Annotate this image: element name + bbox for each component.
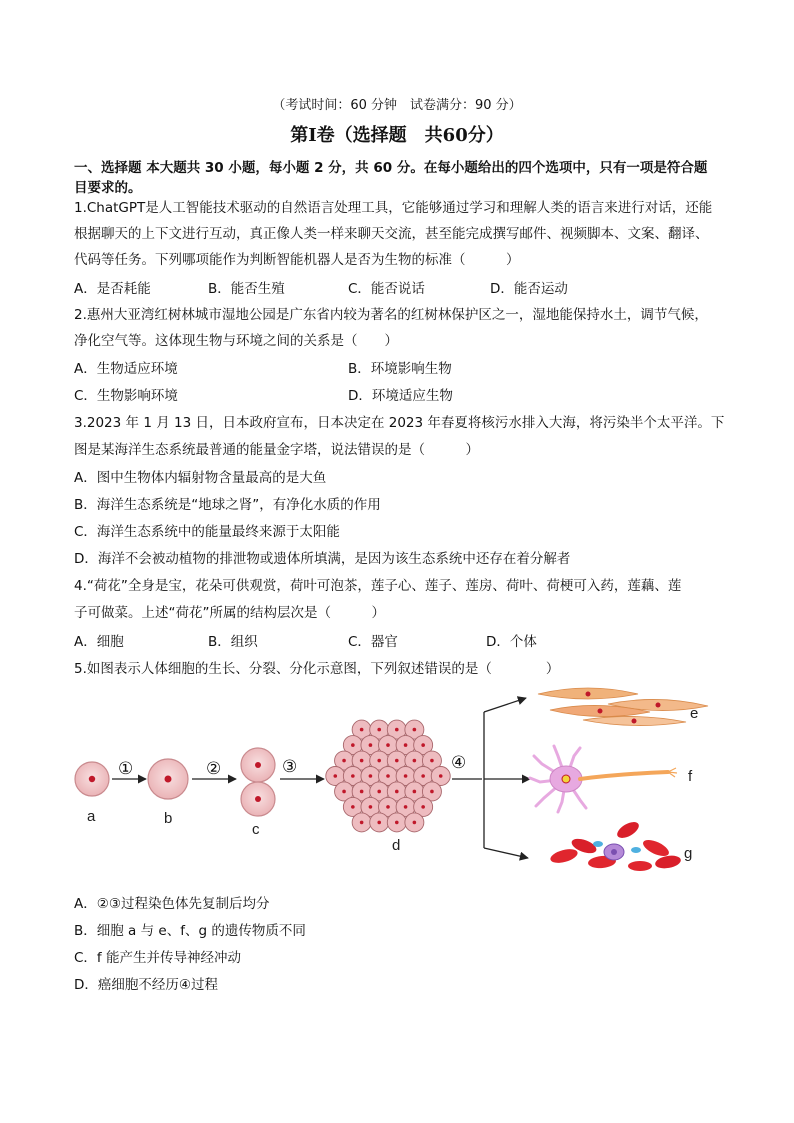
cluster-cell-nucleus [386, 774, 390, 778]
q2-option-b: B．环境影响生物 [348, 361, 452, 377]
section-instruction-line1: 一、选择题 本大题共 30 小题，每小题 2 分，共 60 分。在每小题给出的四个选项中，只有一项是符合题 [74, 160, 708, 176]
q1-option-a: A．是否耗能 [74, 281, 151, 297]
q2-line1: 2.惠州大亚湾红树林城市湿地公园是广东省内较为著名的红树林保护区之一，湿地能保持水土，调节气候， [74, 307, 708, 323]
cluster-cell-nucleus [430, 790, 434, 794]
q5-option-d: D．癌细胞不经历④过程 [74, 977, 218, 993]
step-1-label: ① [118, 759, 134, 779]
cluster-cell-nucleus [404, 774, 408, 778]
q1-option-c: C．能否说话 [348, 281, 425, 297]
q4-option-c: C．器官 [348, 634, 398, 650]
cluster-cell-nucleus [439, 774, 443, 778]
q3-line1: 3.2023 年 1 月 13 日，日本政府宣布，日本决定在 2023 年春夏将核污水排入大海，将污染半个太平洋。下 [74, 415, 725, 431]
cell-b [148, 759, 188, 799]
q1-line2: 根据聊天的上下文进行互动，真正像人类一样来聊天交流，甚至能完成撰写邮件、视频脚本、文案、翻译、 [74, 226, 709, 242]
q1-line3: 代码等任务。下列哪项能作为判断智能机器人是否为生物的标准（ ） [74, 252, 520, 268]
label-g: g [684, 845, 693, 862]
cluster-cell-nucleus [377, 759, 381, 763]
q4-option-d: D．个体 [486, 634, 537, 650]
q4-line2: 子可做菜。上述“荷花”所属的结构层次是（ ） [74, 605, 385, 621]
q5-option-c: C．f 能产生并传导神经冲动 [74, 950, 241, 966]
q2-option-a: A．生物适应环境 [74, 361, 178, 377]
cluster-cell-nucleus [351, 774, 355, 778]
cluster-cell-nucleus [342, 790, 346, 794]
cluster-cell-nucleus [369, 805, 373, 809]
cluster-cell-nucleus [413, 759, 417, 763]
cluster-cell-nucleus [395, 821, 399, 825]
cluster-cell-nucleus [377, 821, 381, 825]
label-e: e [690, 705, 699, 722]
cluster-cell-nucleus [351, 805, 355, 809]
q3-option-c: C．海洋生态系统中的能量最终来源于太阳能 [74, 524, 340, 540]
q3-option-d: D．海洋不会被动植物的排泄物或遗体所填满，是因为该生态系统中还存在着分解者 [74, 551, 571, 567]
cluster-cell-nucleus [421, 805, 425, 809]
cluster-cell-nucleus [360, 728, 364, 732]
cluster-cell-nucleus [377, 728, 381, 732]
label-a: a [87, 808, 96, 825]
neuron-f [530, 746, 677, 812]
cluster-cell-nucleus [413, 728, 417, 732]
label-d: d [392, 837, 401, 854]
cluster-cell-nucleus [395, 759, 399, 763]
step-4-label: ④ [451, 753, 467, 773]
q2-line2: 净化空气等。这体现生物与环境之间的关系是（ ） [74, 333, 398, 349]
q3-option-a: A．图中生物体内辐射物含量最高的是大鱼 [74, 470, 327, 486]
q4-option-b: B．组织 [208, 634, 258, 650]
muscle-cells-e [538, 688, 708, 726]
cluster-cell-nucleus [413, 790, 417, 794]
cluster-cell-nucleus [421, 743, 425, 747]
cluster-cell-nucleus [377, 790, 381, 794]
cluster-cell-nucleus [369, 774, 373, 778]
cell-a [75, 762, 109, 796]
q1-line1: 1.ChatGPT是人工智能技术驱动的自然语言处理工具，它能够通过学习和理解人类的语言来进行对话，还能 [74, 200, 713, 216]
q5-option-a: A．②③过程染色体先复制后均分 [74, 896, 270, 912]
q3-option-b: B．海洋生态系统是“地球之肾”，有净化水质的作用 [74, 497, 381, 513]
part-title: 第Ⅰ卷（选择题 共60分） [290, 125, 504, 146]
cluster-cell-nucleus [351, 743, 355, 747]
cluster-cell-nucleus [395, 728, 399, 732]
blood-cells-g [549, 819, 682, 871]
cell-c [241, 748, 275, 816]
q1-option-b: B．能否生殖 [208, 281, 285, 297]
cluster-cell-nucleus [430, 759, 434, 763]
arrow-to-e [484, 698, 526, 712]
q5-line1: 5.如图表示人体细胞的生长、分裂、分化示意图，下列叙述错误的是（ ） [74, 661, 560, 677]
cluster-cell-nucleus [360, 790, 364, 794]
cluster-cell-nucleus [404, 805, 408, 809]
section-instruction-line2: 目要求的。 [74, 180, 142, 196]
cluster-cell-nucleus [333, 774, 337, 778]
arrow-to-g [484, 848, 528, 858]
cluster-cell-nucleus [386, 805, 390, 809]
q5-option-b: B．细胞 a 与 e、f、g 的遗传物质不同 [74, 923, 306, 939]
q4-option-a: A．细胞 [74, 634, 124, 650]
q4-line1: 4.“荷花”全身是宝，花朵可供观赏，荷叶可泡茶，莲子心、莲子、莲房、荷叶、荷梗可入药，莲藕、莲 [74, 578, 682, 594]
label-f: f [688, 768, 693, 785]
step-3-label: ③ [282, 757, 298, 777]
cluster-cell-nucleus [386, 743, 390, 747]
label-b: b [164, 810, 173, 827]
cluster-cell-nucleus [342, 759, 346, 763]
q2-option-d: D．环境适应生物 [348, 388, 453, 404]
q1-option-d: D．能否运动 [490, 281, 568, 297]
cell-cluster-d [326, 720, 450, 832]
cluster-cell-nucleus [421, 774, 425, 778]
cluster-cell-nucleus [360, 821, 364, 825]
cluster-cell-nucleus [413, 821, 417, 825]
cluster-cell-nucleus [395, 790, 399, 794]
label-c: c [252, 821, 260, 838]
exam-meta: （考试时间：60 分钟 试卷满分：90 分） [272, 98, 522, 113]
cluster-cell-nucleus [369, 743, 373, 747]
cluster-cell-nucleus [404, 743, 408, 747]
q3-line2: 图是某海洋生态系统最普通的能量金字塔，说法错误的是（ ） [74, 442, 479, 458]
q2-option-c: C．生物影响环境 [74, 388, 178, 404]
cluster-cell-nucleus [360, 759, 364, 763]
step-2-label: ② [206, 759, 222, 779]
cell-division-diagram [68, 686, 728, 886]
